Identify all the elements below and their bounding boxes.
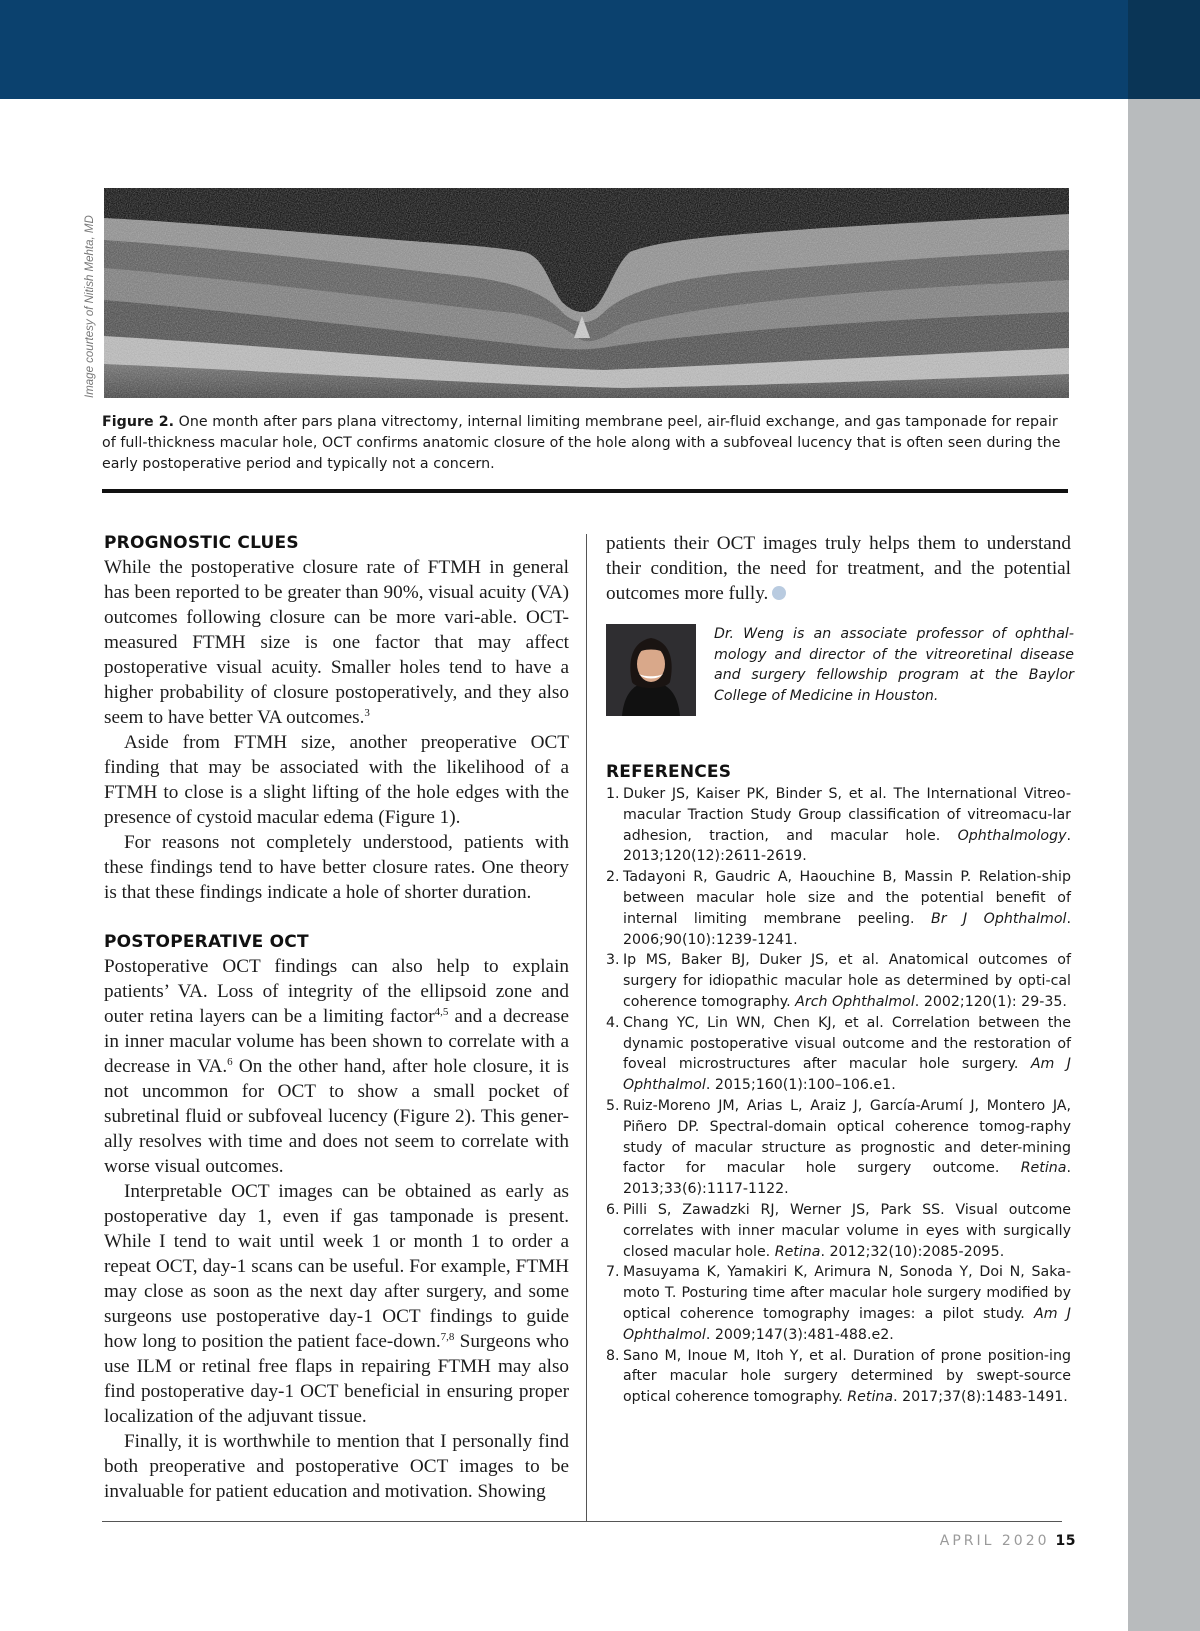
- oct-scan-illustration: [104, 188, 1069, 398]
- reference-citation: . 2006;90(10):1239-1241.: [623, 910, 1071, 948]
- image-credit: Image courtesy of Nitish Mehta, MD: [84, 215, 96, 398]
- reference-journal: Br J Ophthalmol: [930, 910, 1067, 927]
- footer-rule: [102, 1521, 1062, 1522]
- reference-item: [606, 950, 1071, 1012]
- side-band: [1128, 99, 1200, 1631]
- reference-item: [606, 1200, 1071, 1262]
- figure-caption-label: Figure 2.: [102, 414, 175, 430]
- reference-citation: . 2013;33(6):1117-1122.: [623, 1160, 1071, 1198]
- reference-text: Ip MS, Baker BJ, Duker JS, et al. Anatomical outcomes of surgery for idiopathic macular hole as determined by opti-cal coherence tomography.: [623, 952, 1071, 1010]
- paragraph-text: Surgeons who use ILM or retinal free flaps in repairing FTMH may also find postoperative day-1 OCT beneficial in ensuring proper localization of the adjuvant tissue.: [104, 1331, 569, 1427]
- reference-number: 2.: [606, 869, 620, 886]
- author-box: [606, 624, 1074, 718]
- paragraph-text: and a decrease in inner macular volume has been shown to correlate with a decrease in VA.: [104, 1006, 569, 1077]
- section-heading-postoperative-oct: POSTOPERATIVE OCT: [104, 932, 309, 952]
- references-section: [606, 760, 1071, 1408]
- paragraph: [104, 555, 569, 730]
- reference-item: [606, 867, 1071, 950]
- reference-journal: Retina: [774, 1243, 821, 1260]
- paragraph: [104, 954, 569, 1179]
- reference-citation: . 2012;32(10):2085-2095.: [820, 1243, 1005, 1260]
- reference-item: [606, 1346, 1071, 1408]
- reference-number: 8.: [606, 1347, 620, 1364]
- issue-date: APRIL 2020: [939, 1533, 1050, 1549]
- reference-superscript: 7,8: [440, 1331, 455, 1343]
- paragraph: Finally, it is worthwhile to mention that I personally find both preoperative and postoperative OCT images to be invaluable for patient education and motivation. Showing: [104, 1431, 569, 1502]
- paragraph-text: patients their OCT images truly helps them to understand their condition, the need for treatment, and the potential outcomes more fully.: [606, 533, 1071, 604]
- reference-text: Pilli S, Zawadzki RJ, Werner JS, Park SS. Visual outcome correlates with inner macular volume in eyes with surgically closed macular hole.: [623, 1201, 1071, 1260]
- reference-journal: Retina: [1020, 1160, 1067, 1177]
- reference-number: 1.: [606, 786, 620, 802]
- reference-superscript: 6: [227, 1056, 233, 1068]
- author-bio: Dr. Weng is an associate professor of ophthal-mology and director of the vitreoretinal disease and surgery fellowship program at the Baylor College of Medicine in Houston.: [714, 626, 1074, 704]
- reference-number: 6.: [606, 1201, 620, 1218]
- reference-item: [606, 1096, 1071, 1200]
- reference-text: Sano M, Inoue M, Itoh Y, et al. Duration of prone position-ing after macular hole surgery determined by swept-source optical coherence tomography.: [623, 1347, 1071, 1406]
- page-number: 15: [1055, 1533, 1076, 1549]
- reference-text: Masuyama K, Yamakiri K, Arimura N, Sonoda Y, Doi N, Saka-moto T. Posturing time after macular hole surgery modified by optical coherence tomography images: a pilot study.: [623, 1264, 1071, 1322]
- paragraph-text: On the other hand, after hole closure, it is not uncommon for OCT to show a small pocket of subretinal fluid or subfoveal lucency (Figure 2). This gener-ally resolves with time and does not seem to correlate with worse visual outcomes.: [104, 1056, 569, 1177]
- reference-journal: Retina: [847, 1389, 894, 1406]
- reference-citation: . 2017;37(8):1483-1491.: [893, 1389, 1068, 1406]
- author-photo: [606, 624, 696, 716]
- references-list: [606, 784, 1071, 1408]
- figure-caption: [102, 412, 1070, 475]
- reference-citation: . 2015;160(1):100–106.e1.: [705, 1077, 896, 1094]
- column-divider: [586, 534, 587, 1522]
- reference-citation: . 2013;120(12):2611-2619.: [623, 827, 1071, 865]
- caption-rule: [102, 489, 1068, 493]
- reference-number: 4.: [606, 1014, 620, 1031]
- left-column: [104, 531, 569, 1504]
- reference-superscript: 4,5: [434, 1006, 449, 1018]
- reference-citation: . 2002;120(1): 29-35.: [914, 993, 1067, 1010]
- paragraph-text: Postoperative OCT findings can also help to explain patients’ VA. Loss of integrity of the ellipsoid zone and outer retina layers can be a limiting factor: [104, 956, 569, 1027]
- paragraph: [104, 1179, 569, 1429]
- section-gap: [104, 905, 569, 930]
- references-heading: REFERENCES: [606, 762, 732, 782]
- paragraph-text: Interpretable OCT images can be obtained as early as postoperative day 1, even if gas tamponade is present. While I tend to wait until week 1 or month 1 to order a repeat OCT, day-1 scans can be useful. For example, FTMH may close as soon as the next day after surgery, and some surgeons use postoperative day-1 OCT findings to guide how long to position the patient face-down.: [104, 1181, 569, 1352]
- paragraph: Aside from FTMH size, another preoperative OCT finding that may be associated with the likelihood of a FTMH to close is a slight lifting of the hole edges with the presence of cystoid macular edema (Figure 1).: [104, 732, 569, 828]
- reference-text: Duker JS, Kaiser PK, Binder S, et al. The International Vitreo-macular Traction Study Group classification of vitreomacu-lar adhesion, traction, and macular hole.: [623, 786, 1071, 844]
- reference-journal: Am J Ophthalmol: [623, 1305, 1071, 1343]
- reference-number: 5.: [606, 1097, 620, 1114]
- paragraph: [606, 531, 1071, 606]
- oct-scan-image: [104, 188, 1069, 398]
- reference-text: Chang YC, Lin WN, Chen KJ, et al. Correlation between the dynamic postoperative visual outcome and the restoration of foveal microstructures after macular hole surgery.: [623, 1014, 1071, 1073]
- reference-journal: Ophthalmology: [957, 827, 1067, 844]
- paragraph: For reasons not completely understood, patients with these findings tend to have better closure rates. One theory is that these findings indicate a hole of shorter duration.: [104, 832, 569, 903]
- reference-number: 3.: [606, 952, 620, 969]
- section-heading-prognostic-clues: PROGNOSTIC CLUES: [104, 533, 299, 553]
- reference-citation: . 2009;147(3):481-488.e2.: [705, 1326, 894, 1343]
- header-band-corner: [1128, 0, 1200, 99]
- page-footer: [900, 1533, 1076, 1549]
- reference-item: [606, 784, 1071, 867]
- reference-superscript: 3: [364, 707, 370, 719]
- reference-item: [606, 1013, 1071, 1096]
- reference-text: Tadayoni R, Gaudric A, Haouchine B, Massin P. Relation-ship between macular hole size and the potential benefit of internal limiting membrane peeling.: [623, 869, 1071, 927]
- header-band: [0, 0, 1200, 99]
- right-column: [606, 531, 1074, 1408]
- paragraph-text: While the postoperative closure rate of FTMH in general has been reported to be greater than 90%, visual acuity (VA) outcomes following closure can be more vari-able. OCT-measured FTMH size is one factor that may affect postoperative visual acuity. Smaller holes tend to have a higher probability of closure postoperatively, and they also seem to have better VA outcomes.: [104, 557, 569, 728]
- end-of-article-dot-icon: [772, 586, 786, 600]
- figure-caption-text: One month after pars plana vitrectomy, internal limiting membrane peel, air-fluid exchange, and gas tamponade for repair of full-thickness macular hole, OCT confirms anatomic closure of the hole along with a subfoveal lucency that is often seen during the early postoperative period and typically not a concern.: [102, 414, 1061, 472]
- reference-number: 7.: [606, 1264, 620, 1281]
- reference-text: Ruiz-Moreno JM, Arias L, Araiz J, García-Arumí J, Montero JA, Piñero DP. Spectral-domain optical coherence tomog-raphy study of macular structure as prognostic and deter-mining factor for macular hole surgery outcome.: [623, 1097, 1071, 1177]
- reference-item: [606, 1262, 1071, 1345]
- reference-journal: Am J Ophthalmol: [623, 1056, 1071, 1094]
- reference-journal: Arch Ophthalmol: [795, 993, 915, 1010]
- author-portrait-icon: [606, 624, 696, 716]
